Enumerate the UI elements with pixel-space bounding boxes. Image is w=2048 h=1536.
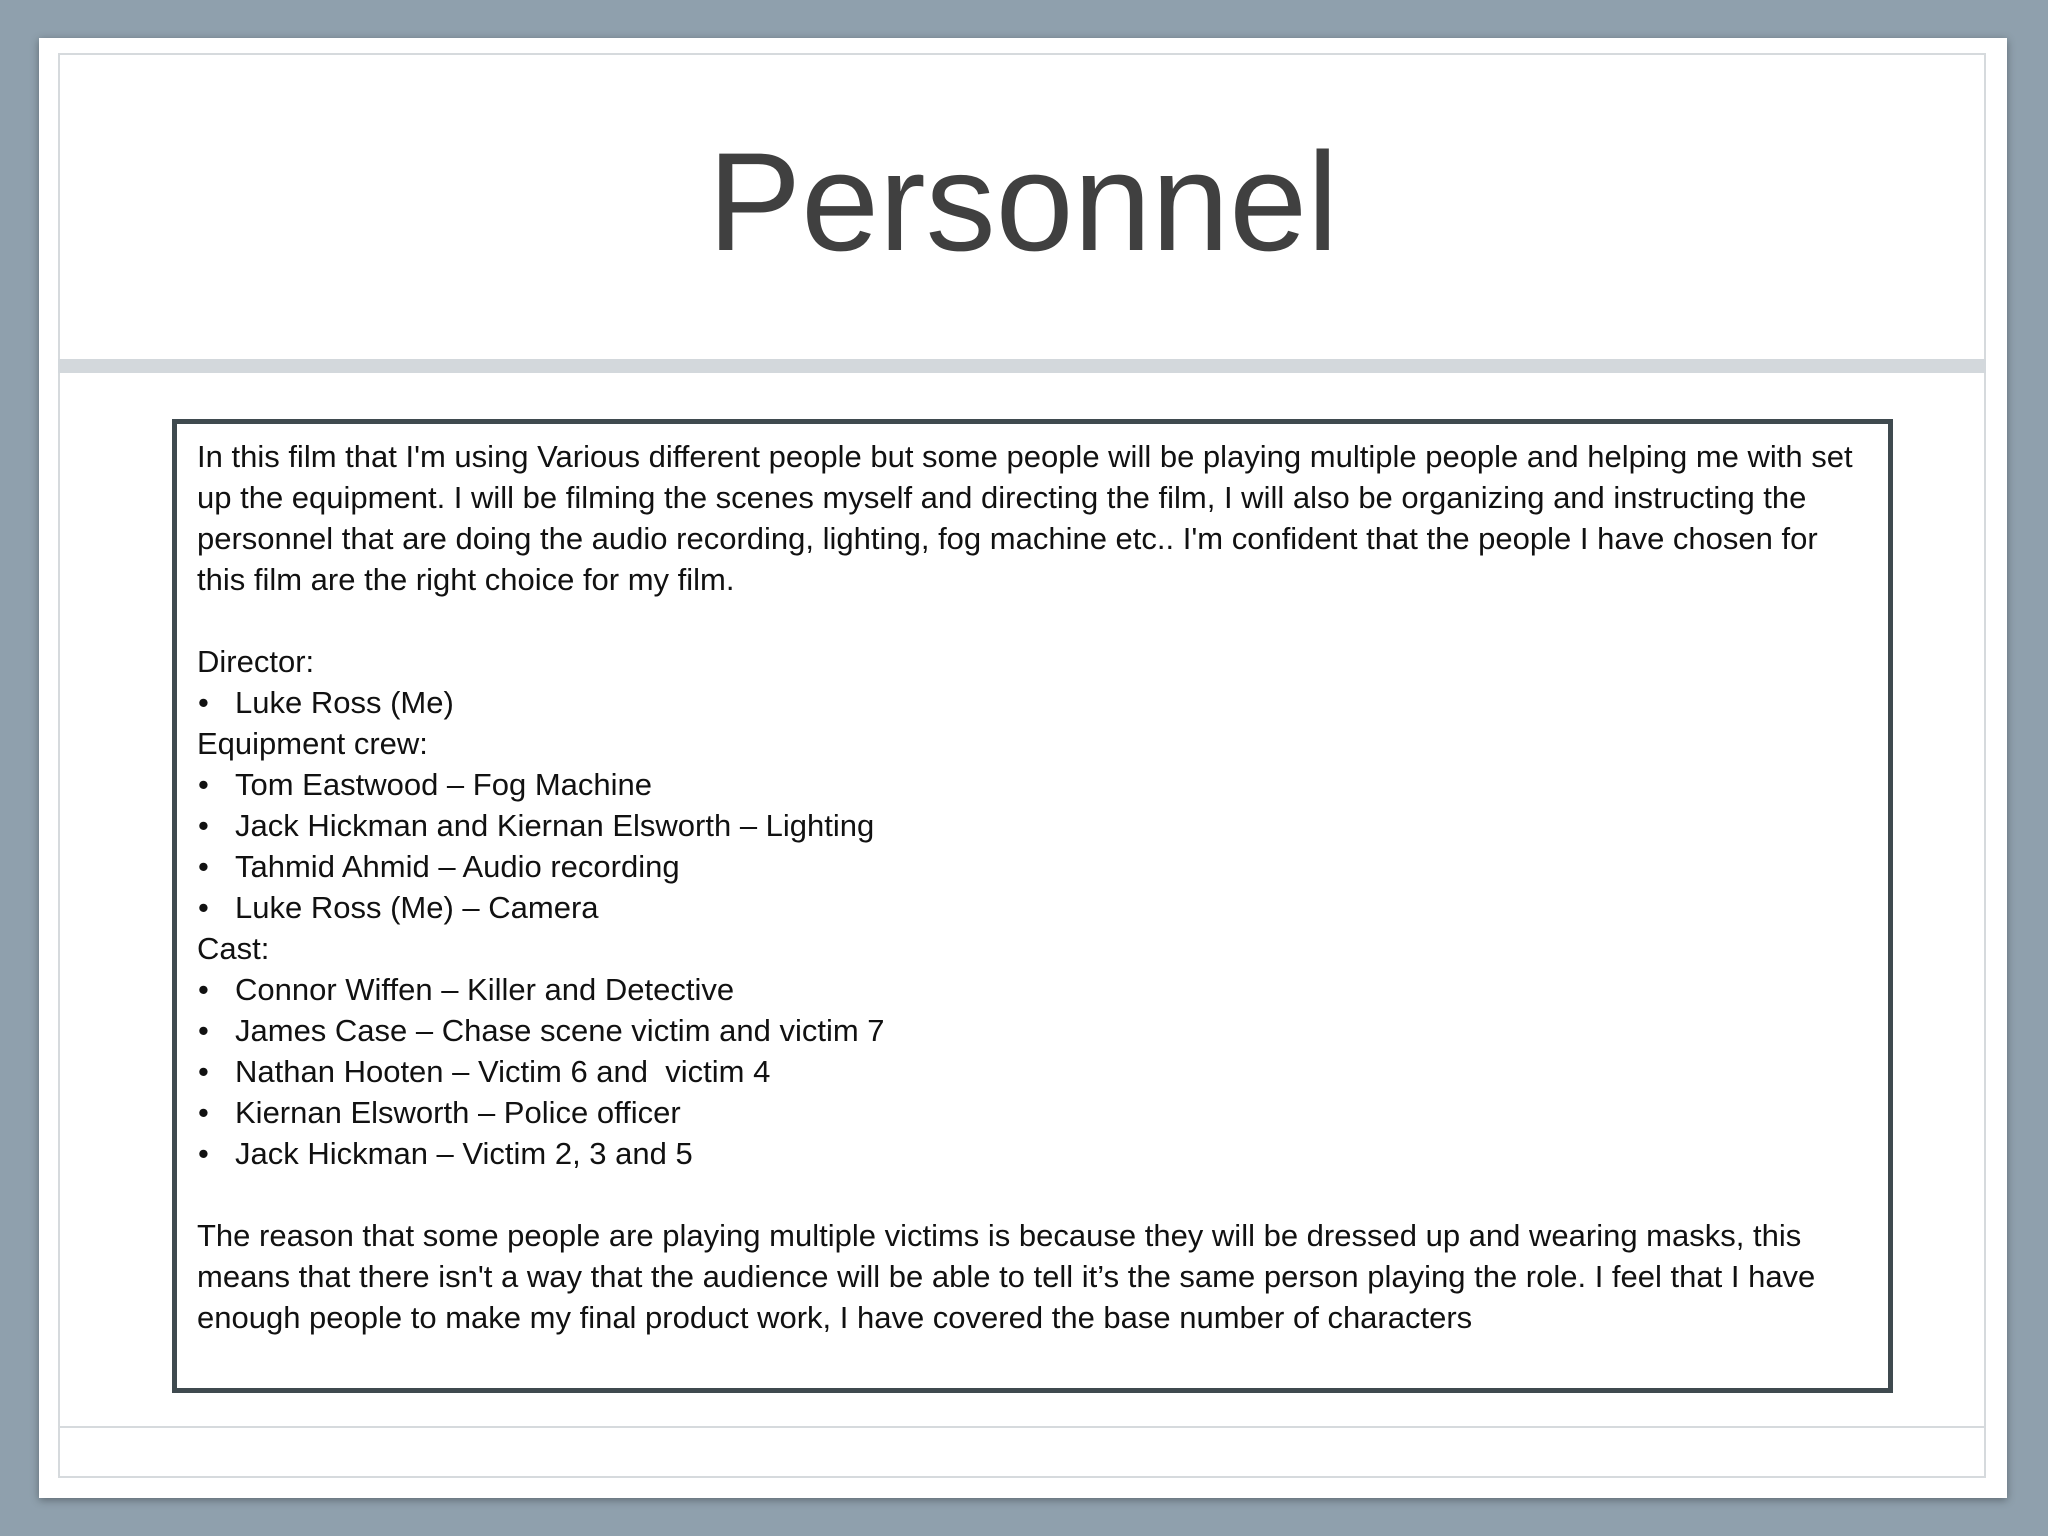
list-item — [197, 1092, 1866, 1133]
list-item-text: Jack Hickman and Kiernan Elsworth – Lighting — [235, 808, 875, 843]
list-item-text: Kiernan Elsworth – Police officer — [235, 1095, 681, 1130]
bullet-icon: • — [198, 1095, 209, 1130]
list-item-text: Tom Eastwood – Fog Machine — [235, 767, 652, 802]
list-item — [197, 846, 1866, 887]
bullet-icon: • — [198, 767, 209, 802]
bullet-icon: • — [198, 685, 209, 720]
bullet-icon: • — [198, 849, 209, 884]
list-item — [197, 969, 1866, 1010]
list-item — [197, 1051, 1866, 1092]
list-item — [197, 887, 1866, 928]
list-item-text: Jack Hickman – Victim 2, 3 and 5 — [235, 1136, 693, 1171]
list-item — [197, 805, 1866, 846]
bullet-icon: • — [198, 1136, 209, 1171]
slide-title: Personnel — [707, 123, 1339, 280]
section-heading-equipment-crew: Equipment crew: — [197, 726, 428, 761]
bullet-icon: • — [198, 1013, 209, 1048]
equipment-crew-list — [197, 764, 1866, 928]
list-item — [197, 682, 1866, 723]
slide — [39, 38, 2007, 1498]
list-item-text: Connor Wiffen – Killer and Detective — [235, 972, 735, 1007]
bullet-icon: • — [198, 972, 209, 1007]
section-heading-cast: Cast: — [197, 931, 270, 966]
bullet-icon: • — [198, 890, 209, 925]
director-list — [197, 682, 1866, 723]
intro-paragraph: In this film that I'm using Various different people but some people will be playing multiple people and helping me with set up the equipment. I will be filming the scenes myself and directing the film, I will also be organizing and instructing the personnel that are doing the audio recording, lighting, fog machine etc.. I'm confident that the people I have chosen for this film are the right choice for my film. — [197, 439, 1853, 597]
list-item — [197, 764, 1866, 805]
list-item-text: Luke Ross (Me) — [235, 685, 454, 720]
cast-list — [197, 969, 1866, 1174]
content-text-box[interactable] — [172, 419, 1893, 1393]
bullet-icon: • — [198, 1054, 209, 1089]
list-item-text: Tahmid Ahmid – Audio recording — [235, 849, 680, 884]
section-heading-director: Director: — [197, 644, 315, 679]
bullet-icon: • — [198, 808, 209, 843]
list-item-text: James Case – Chase scene victim and victim 7 — [235, 1013, 885, 1048]
list-item — [197, 1010, 1866, 1051]
title-divider — [58, 359, 1986, 373]
list-item-text: Luke Ross (Me) – Camera — [235, 890, 599, 925]
conclusion-paragraph: The reason that some people are playing multiple victims is because they will be dressed up and wearing masks, this means that there isn't a way that the audience will be able to tell it’s the same person playing the role. I feel that I have enough people to make my final product work, I have covered the base number of characters — [197, 1218, 1816, 1335]
spacer — [197, 600, 1866, 641]
list-item-text: Nathan Hooten – Victim 6 and victim 4 — [235, 1054, 771, 1089]
footer-divider — [58, 1426, 1986, 1428]
spacer — [197, 1174, 1866, 1215]
list-item — [197, 1133, 1866, 1174]
